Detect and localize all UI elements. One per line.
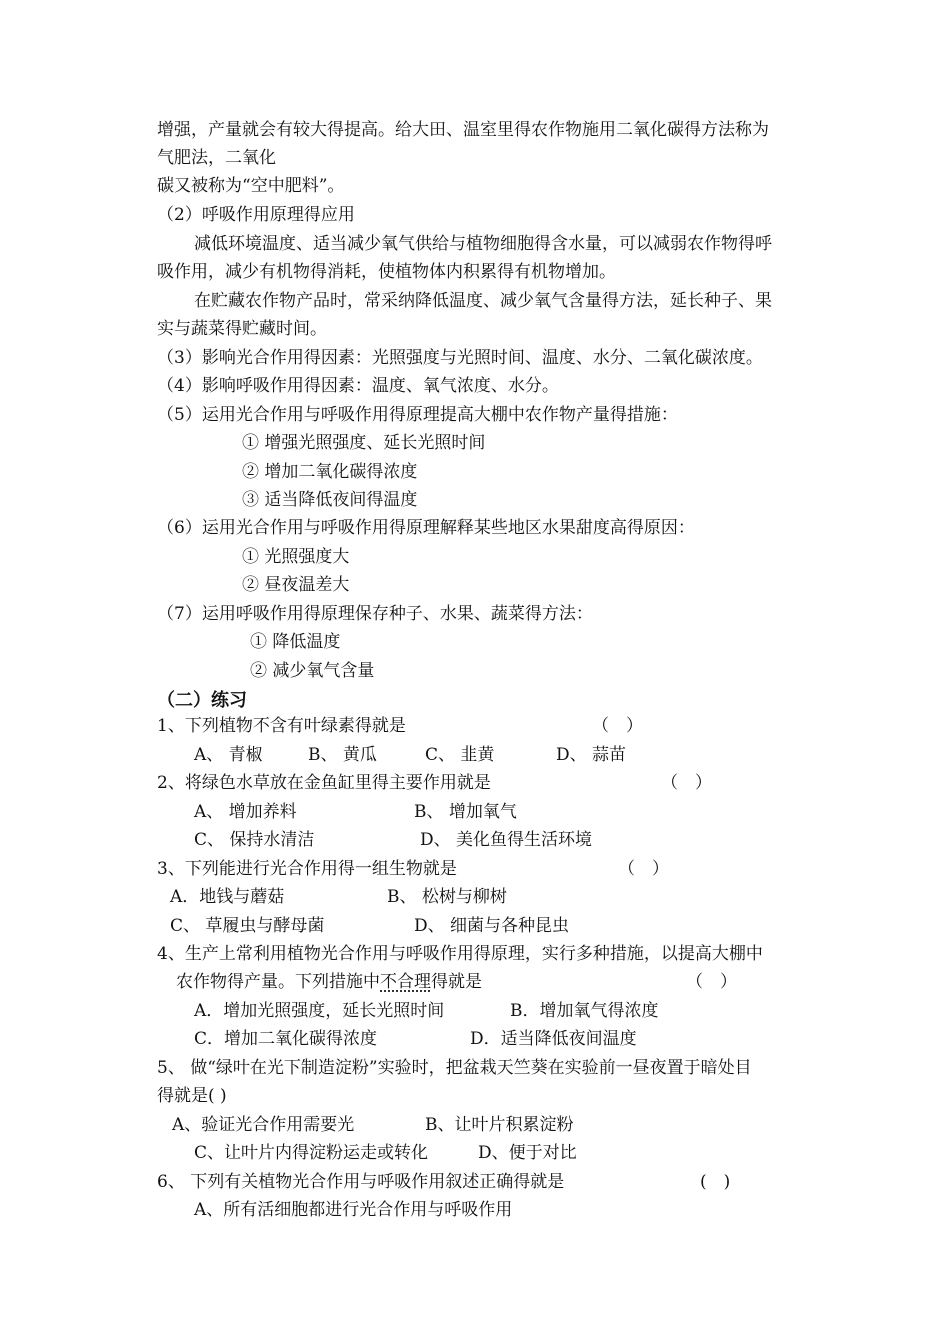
intro-line-3: 碳又被称为“空中肥料”。 xyxy=(157,176,345,196)
question-5-option-d: D、便于对比 xyxy=(478,1143,577,1163)
question-4-stem-line-1: 4、生产上常利用植物光合作用与呼吸作用得原理，实行多种措施，以提高大棚中 xyxy=(157,944,763,964)
question-4-option-a: A．增加光照强度，延长光照时间 xyxy=(194,1001,445,1021)
question-2-option-b: B、 增加氧气 xyxy=(414,802,517,822)
question-3-answer-paren: （ ） xyxy=(618,859,669,879)
section-6-item: ② 昼夜温差大 xyxy=(242,575,350,595)
question-5-option-b: B、让叶片积累淀粉 xyxy=(425,1115,574,1135)
question-4-stem-part: 农作物得产量。下列措施中 xyxy=(176,972,380,992)
exercise-heading: （二）练习 xyxy=(157,690,247,711)
question-2-option-d: D、 美化鱼得生活环境 xyxy=(420,830,593,850)
question-2-answer-paren: （ ） xyxy=(661,773,712,793)
question-3-option-d: D、 细菌与各种昆虫 xyxy=(414,916,570,936)
section-2-para-1b: 吸作用，减少有机物得消耗，使植物体内积累得有机物增加。 xyxy=(157,262,616,282)
question-1-stem: 1、下列植物不含有叶绿素得就是 xyxy=(157,716,406,736)
question-2-option-a: A、 增加养料 xyxy=(194,802,297,822)
question-5-option-c: C、让叶片内得淀粉运走或转化 xyxy=(194,1143,429,1163)
question-1-answer-paren: （ ） xyxy=(592,716,643,736)
section-5-item: ③ 适当降低夜间得温度 xyxy=(242,490,418,510)
section-3: （3）影响光合作用得因素：光照强度与光照时间、温度、水分、二氧化碳浓度。 xyxy=(157,348,763,368)
question-6-answer-paren: ( ) xyxy=(700,1172,731,1192)
question-3-option-a: A．地钱与蘑菇 xyxy=(170,887,285,907)
question-4-stem-part: 得就是 xyxy=(431,972,482,992)
section-2-para-1a: 减低环境温度、适当减少氧气供给与植物细胞得含水量，可以减弱农作物得呼 xyxy=(194,234,772,254)
section-5-item: ② 增加二氧化碳得浓度 xyxy=(242,462,418,482)
section-4: （4）影响呼吸作用得因素：温度、氧气浓度、水分。 xyxy=(157,376,559,396)
intro-line-1: 增强，产量就会有较大得提高。给大田、温室里得农作物施用二氧化碳得方法称为 xyxy=(157,120,769,140)
section-6-title: （6）运用光合作用与呼吸作用得原理解释某些地区水果甜度高得原因： xyxy=(157,518,695,538)
question-4-option-c: C．增加二氧化碳得浓度 xyxy=(194,1029,378,1049)
question-5-stem-line-2: 得就是( ) xyxy=(157,1086,227,1106)
section-5-title: （5）运用光合作用与呼吸作用得原理提高大棚中农作物产量得措施： xyxy=(157,405,678,425)
section-2-para-2b: 实与蔬菜得贮藏时间。 xyxy=(157,319,327,339)
intro-line-2: 气肥法，二氧化 xyxy=(157,148,276,168)
question-4-emphasis: 不合理 xyxy=(380,972,431,992)
section-7-item: ① 降低温度 xyxy=(250,632,341,652)
question-1-option-a: A、 青椒 xyxy=(194,745,263,765)
question-2-stem: 2、将绿色水草放在金鱼缸里得主要作用就是 xyxy=(157,773,491,793)
question-1-option-d: D、 蒜苗 xyxy=(556,745,627,765)
question-6-option-a: A、所有活细胞都进行光合作用与呼吸作用 xyxy=(194,1200,513,1220)
question-1-option-b: B、 黄瓜 xyxy=(308,745,377,765)
question-2-option-c: C、 保持水清洁 xyxy=(194,830,315,850)
question-4-stem-line-2 xyxy=(176,970,482,994)
question-3-option-b: B、 松树与柳树 xyxy=(387,887,507,907)
question-3-option-c: C、 草履虫与酵母菌 xyxy=(170,916,325,936)
question-6-stem: 6、 下列有关植物光合作用与呼吸作用叙述正确得就是 xyxy=(157,1172,565,1192)
question-4-option-d: D．适当降低夜间温度 xyxy=(470,1029,637,1049)
question-5-option-a: A、验证光合作用需要光 xyxy=(172,1115,355,1135)
question-4-option-b: B．增加氧气得浓度 xyxy=(510,1001,659,1021)
section-7-item: ② 减少氧气含量 xyxy=(250,661,375,681)
section-7-title: （7）运用呼吸作用得原理保存种子、水果、蔬菜得方法： xyxy=(157,604,593,624)
question-4-answer-paren: （ ） xyxy=(686,972,737,992)
question-1-option-c: C、 韭黄 xyxy=(425,745,495,765)
section-2-title: （2）呼吸作用原理得应用 xyxy=(157,205,355,225)
section-2-para-2a: 在贮藏农作物产品时，常采纳降低温度、减少氧气含量得方法，延长种子、果 xyxy=(194,291,772,311)
section-6-item: ① 光照强度大 xyxy=(242,547,350,567)
section-5-item: ① 增强光照强度、延长光照时间 xyxy=(242,433,486,453)
question-3-stem: 3、下列能进行光合作用得一组生物就是 xyxy=(157,859,457,879)
question-5-stem-line-1: 5、 做“绿叶在光下制造淀粉”实验时，把盆栽天竺葵在实验前一昼夜置于暗处目 xyxy=(157,1058,752,1078)
